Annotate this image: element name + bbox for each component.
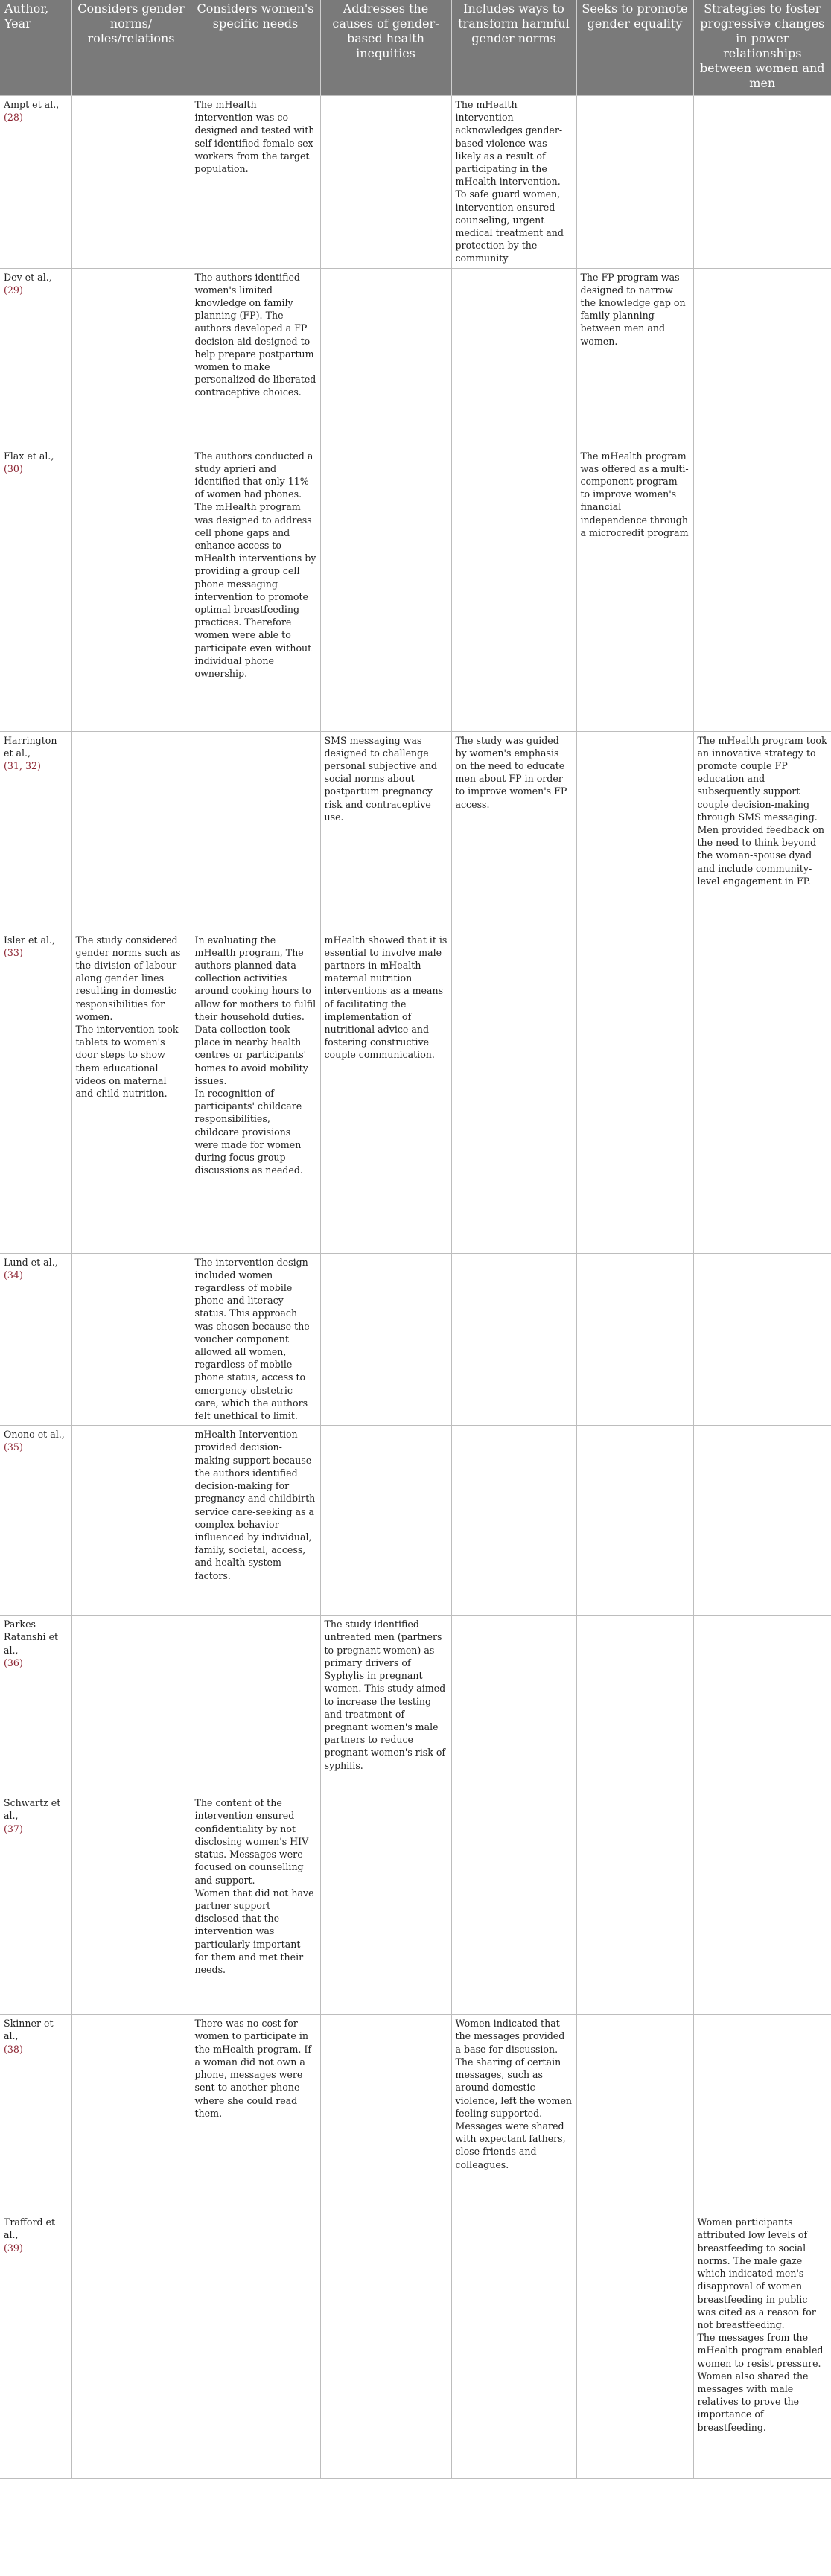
table-cell [576,731,693,931]
table-cell [71,2015,191,2213]
column-header-causes-inequities: Addresses the causes of gender-based health inequities [320,0,451,96]
author-name: Ampt et al., [4,99,60,110]
header-row [0,0,831,96]
table-cell [71,1253,191,1426]
reference-link[interactable]: (36) [4,1657,23,1668]
table-cell [693,96,831,269]
column-header-gender-norms: Considers gender norms/ roles/relations [71,0,191,96]
reference-link[interactable]: (35) [4,1441,23,1453]
table-cell [693,1253,831,1426]
table-cell: The content of the intervention ensured confidentiality by not disclosing women's HIV status. Messages were focused on counselling and support. Women that did not have partner support disclosed that the intervention was particularly important for them and met their needs. [191,1794,320,2015]
author-cell [0,1616,71,1794]
column-header-womens-needs: Considers women's specific needs [191,0,320,96]
author-cell [0,931,71,1253]
table-cell [71,447,191,731]
table-cell: The mHealth intervention acknowledges gender-based violence was likely as a result of participating in the mHealth intervention. To safe guard women, intervention ensured counseling, urgent medical treatment and protection by the community [451,96,576,269]
table-cell [320,447,451,731]
table-cell: mHealth showed that it is essential to involve male partners in mHealth maternal nutrition interventions as a means of facilitating the implementation of nutritional advice and fostering constructive couple communication. [320,931,451,1253]
table-row [0,1794,831,2015]
author-cell [0,96,71,269]
table-cell [451,1616,576,1794]
table-cell [576,1253,693,1426]
table-row [0,2213,831,2479]
author-cell [0,1794,71,2015]
table-cell [71,731,191,931]
author-name: Parkes-Ratanshi et al., [4,1619,59,1656]
table-cell [320,2213,451,2479]
table-row [0,1616,831,1794]
table-cell [320,1253,451,1426]
author-name: Trafford et al., [4,2216,56,2241]
reference-link[interactable]: (34) [4,1269,23,1281]
table-row [0,447,831,731]
author-cell [0,2213,71,2479]
table-cell: The study was guided by women's emphasis on the need to educate men about FP in order to improve women's FP access. [451,731,576,931]
table-cell [320,96,451,269]
reference-link[interactable]: (39) [4,2242,23,2254]
reference-link[interactable]: (29) [4,284,23,296]
table-cell [693,1794,831,2015]
reference-link[interactable]: (37) [4,1823,23,1834]
table-cell [576,1616,693,1794]
table-cell [451,931,576,1253]
table-cell [451,1794,576,2015]
table-cell [693,268,831,447]
table-cell: The study identified untreated men (partners to pregnant women) as primary drivers of Syphylis in pregnant women. This study aimed to increase the testing and treatment of pregnant women's male partners to reduce pregnant women's risk of syphilis. [320,1616,451,1794]
table-cell [191,731,320,931]
author-cell [0,1253,71,1426]
author-cell [0,268,71,447]
table-cell: SMS messaging was designed to challenge personal subjective and social norms about postpartum pregnancy risk and contraceptive use. [320,731,451,931]
table-cell [71,96,191,269]
table-cell: The FP program was designed to narrow the knowledge gap on family planning between men and women. [576,268,693,447]
table-cell [451,2213,576,2479]
table-cell: Women participants attributed low levels of breastfeeding to social norms. The male gaze which indicated men's disapproval of women breastfeeding in public was cited as a reason for not breastfeeding. The messages from the mHealth program enabled women to resist pressure. Women also shared the messages with male relatives to prove the importance of breastfeeding. [693,2213,831,2479]
table-cell [320,268,451,447]
table-cell [576,2015,693,2213]
reference-link[interactable]: (33) [4,946,23,958]
column-header-power-relationships: Strategies to foster progressive changes in power relationships between women and men [693,0,831,96]
table-header [0,0,831,96]
table-cell: The mHealth program took an innovative strategy to promote couple FP education and subsequently support couple decision-making through SMS messaging. Men provided feedback on the need to think beyond the woman-spouse dyad and include community-level engagement in FP. [693,731,831,931]
table-cell [71,268,191,447]
author-name: Lund et al., [4,1256,58,1268]
column-header-transform-norms: Includes ways to transform harmful gender norms [451,0,576,96]
table-cell [576,1426,693,1616]
table-cell: The authors identified women's limited knowledge on family planning (FP). The authors developed a FP decision aid designed to help prepare postpartum women to make personalized de-liberated contraceptive choices. [191,268,320,447]
table-cell [191,1616,320,1794]
table-cell: There was no cost for women to participate in the mHealth program. If a woman did not own a phone, messages were sent to another phone where she could read them. [191,2015,320,2213]
author-name: Flax et al., [4,450,54,462]
table-cell [71,1794,191,2015]
table-cell [320,1794,451,2015]
table-cell [693,1616,831,1794]
author-name: Isler et al., [4,934,56,946]
table-cell [693,1426,831,1616]
author-cell [0,2015,71,2213]
author-cell [0,1426,71,1616]
table-row [0,268,831,447]
table-cell [576,2213,693,2479]
table-cell: The study considered gender norms such as the division of labour along gender lines resulting in domestic responsibilities for women. The intervention took tablets to women's door steps to show them educational videos on maternal and child nutrition. [71,931,191,1253]
author-cell [0,447,71,731]
table-cell [71,2213,191,2479]
table-cell [451,1426,576,1616]
author-name: Dev et al., [4,271,52,283]
author-name: Skinner et al., [4,2018,54,2042]
table-cell [693,447,831,731]
table-cell: The mHealth program was offered as a multi-component program to improve women's financial independence through a microcredit program [576,447,693,731]
reference-link[interactable]: (30) [4,462,23,474]
table-cell [451,447,576,731]
table-cell [576,931,693,1253]
table-cell: The intervention design included women regardless of mobile phone and literacy status. This approach was chosen because the voucher component allowed all women, regardless of mobile phone status, access to emergency obstetric care, which the authors felt unethical to limit. [191,1253,320,1426]
table-cell [576,1794,693,2015]
table-cell [320,2015,451,2213]
table-cell: The mHealth intervention was co-designed and tested with self-identified female sex workers from the target population. [191,96,320,269]
table-row [0,1426,831,1616]
table-cell [191,2213,320,2479]
table-cell: The authors conducted a study aprieri and identified that only 11% of women had phones. The mHealth program was designed to address cell phone gaps and enhance access to mHealth interventions by providing a group cell phone messaging intervention to promote optimal breastfeeding practices. Therefore women were able to participate even without individual phone ownership. [191,447,320,731]
table-row [0,1253,831,1426]
table-cell [320,1426,451,1616]
table-cell: Women indicated that the messages provided a base for discussion. The sharing of certain messages, such as around domestic violence, left the women feeling supported. Messages were shared with expectant fathers, close friends and colleagues. [451,2015,576,2213]
table-cell: mHealth Intervention provided decision-making support because the authors identified decision-making for pregnancy and childbirth service care-seeking as a complex behavior influenced by individual, family, societal, access, and health system factors. [191,1426,320,1616]
author-name: Schwartz et al., [4,1797,61,1822]
table-row [0,931,831,1253]
table-cell [451,268,576,447]
reference-link[interactable]: (31, 32) [4,760,41,772]
table-row [0,731,831,931]
reference-link[interactable]: (28) [4,112,23,124]
author-name: Harrington et al., [4,734,57,759]
reference-link[interactable]: (38) [4,2043,23,2055]
table-cell [693,2015,831,2213]
author-name: Onono et al., [4,1429,65,1441]
table-cell [576,96,693,269]
column-header-gender-equality: Seeks to promote gender equality [576,0,693,96]
table-row [0,96,831,269]
table-cell [451,1253,576,1426]
table-cell [71,1616,191,1794]
column-header-author-year: Author, Year [0,0,71,96]
table-body [0,96,831,2479]
table-cell: In evaluating the mHealth program, The authors planned data collection activities around cooking hours to allow for mothers to fulfil their household duties. Data collection took place in nearby health centres or participants' homes to avoid mobility issues. In recognition of participants' childcare responsibilities, childcare provisions were made for women during focus group discussions as needed. [191,931,320,1253]
table-cell [693,931,831,1253]
table-cell [71,1426,191,1616]
author-cell [0,731,71,931]
table-row [0,2015,831,2213]
